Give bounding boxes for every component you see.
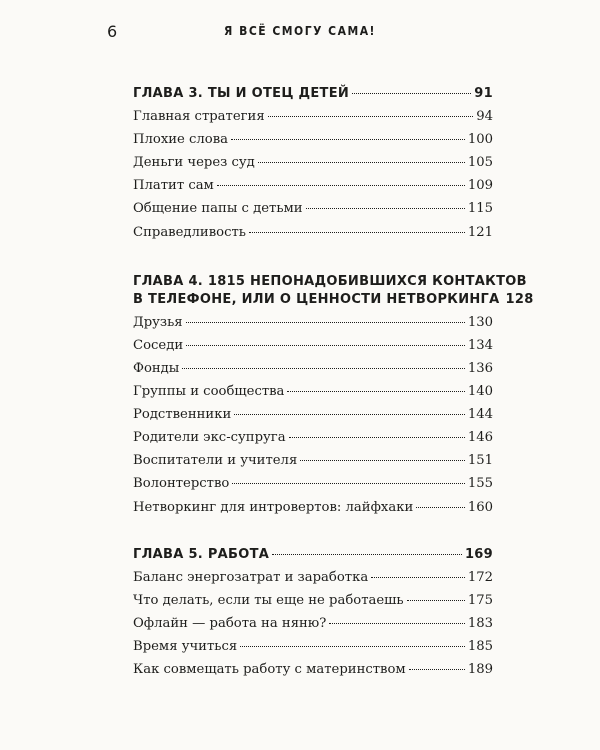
toc-entry[interactable] [133, 616, 493, 639]
chapter-5 [133, 547, 493, 686]
table-of-contents [133, 86, 534, 685]
entry-title: Воспитатели и учителя [133, 453, 298, 469]
page-ref: 121 [467, 224, 493, 240]
entry-title: Друзья [133, 314, 183, 330]
toc-entry[interactable] [133, 315, 493, 338]
page-ref: 134 [467, 337, 493, 353]
leader-dots [287, 391, 464, 392]
page-ref: 175 [467, 592, 493, 608]
entry-title: Плохие слова [133, 132, 229, 148]
entry-title: Группы и сообщества [133, 384, 285, 400]
running-title: Я ВСЁ СМОГУ САМА! [224, 24, 376, 38]
toc-entry[interactable] [133, 407, 493, 430]
page-number: 6 [107, 22, 118, 41]
page-ref: 140 [467, 384, 493, 400]
entry-title: Нетворкинг для интровертов: лайфхаки [133, 499, 414, 515]
entry-title: Время учиться [133, 638, 238, 654]
entry-title: Деньги через суд [133, 155, 255, 171]
chapter-title: ГЛАВА 5. РАБОТА [133, 546, 270, 562]
page-ref: 128 [505, 291, 534, 307]
toc-entry[interactable] [133, 500, 493, 523]
leader-dots [352, 93, 471, 94]
page-ref: 94 [476, 109, 493, 125]
toc-entry[interactable] [133, 430, 493, 453]
page-ref: 151 [467, 453, 493, 469]
page-ref: 172 [467, 569, 493, 585]
toc-entry[interactable] [133, 453, 493, 476]
chapter-heading[interactable] [133, 291, 534, 315]
toc-entry[interactable] [133, 662, 493, 685]
page-ref: 169 [464, 546, 493, 562]
page-header [0, 22, 600, 46]
page-ref: 91 [474, 86, 493, 101]
chapter-heading[interactable] [133, 86, 493, 109]
leader-dots [289, 437, 465, 438]
toc-entry[interactable] [133, 639, 493, 662]
chapter-title-line-2: В ТЕЛЕФОНЕ, ИЛИ О ЦЕННОСТИ НЕТВОРКИНГА [133, 291, 500, 307]
leader-dots [329, 623, 464, 624]
page-ref: 130 [467, 314, 493, 330]
toc-entry[interactable] [133, 109, 493, 132]
page-ref: 105 [467, 155, 493, 171]
entry-title: Фонды [133, 360, 180, 376]
leader-dots [249, 232, 465, 233]
page-ref: 146 [467, 430, 493, 446]
leader-dots [300, 460, 465, 461]
page-ref: 155 [467, 476, 493, 492]
chapter-heading[interactable] [133, 547, 493, 570]
leader-dots [186, 322, 465, 323]
page-ref: 183 [467, 615, 493, 631]
entry-title: Офлайн — работа на няню? [133, 615, 327, 631]
toc-entry[interactable] [133, 225, 493, 248]
toc-entry[interactable] [133, 361, 493, 384]
page-ref: 115 [467, 201, 493, 217]
page-ref: 136 [467, 360, 493, 376]
leader-dots [234, 414, 465, 415]
entry-title: Что делать, если ты еще не работаешь [133, 592, 404, 608]
leader-dots [416, 507, 465, 508]
toc-entry[interactable] [133, 476, 493, 499]
toc-entry[interactable] [133, 570, 493, 593]
leader-dots [407, 600, 465, 601]
chapter-title-line-1[interactable]: ГЛАВА 4. 1815 НЕПОНАДОБИВШИХСЯ КОНТАКТОВ [133, 273, 527, 289]
entry-title: Баланс энергозатрат и заработка [133, 569, 369, 585]
leader-dots [371, 577, 465, 578]
page-ref: 185 [467, 638, 493, 654]
leader-dots [186, 345, 465, 346]
toc-entry[interactable] [133, 155, 493, 178]
page-ref: 109 [467, 178, 493, 194]
toc-entry[interactable] [133, 384, 493, 407]
leader-dots [240, 646, 465, 647]
toc-entry[interactable] [133, 178, 493, 201]
leader-dots [182, 368, 465, 369]
entry-title: Родители экс-супруга [133, 430, 286, 446]
entry-title: Платит сам [133, 178, 214, 194]
toc-entry[interactable] [133, 132, 493, 155]
page-ref: 189 [467, 662, 493, 678]
entry-title: Как совмещать работу с материнством [133, 662, 406, 678]
entry-title: Соседи [133, 337, 184, 353]
leader-dots [409, 669, 465, 670]
leader-dots [232, 483, 465, 484]
entry-title: Волонтерство [133, 476, 230, 492]
toc-entry[interactable] [133, 201, 493, 224]
leader-dots [268, 116, 474, 117]
entry-title: Общение папы с детьми [133, 201, 303, 217]
page-ref: 100 [467, 132, 493, 148]
chapter-4 [133, 272, 534, 523]
toc-entry[interactable] [133, 593, 493, 616]
page-ref: 144 [467, 407, 493, 423]
entry-title: Родственники [133, 407, 232, 423]
leader-dots [258, 162, 465, 163]
toc-entry[interactable] [133, 338, 493, 361]
chapter-3 [133, 86, 493, 248]
leader-dots [217, 185, 465, 186]
entry-title: Главная стратегия [133, 109, 265, 125]
entry-title: Справедливость [133, 224, 246, 240]
leader-dots [231, 139, 465, 140]
page-ref: 160 [467, 499, 493, 515]
leader-dots [272, 554, 462, 555]
leader-dots [306, 208, 465, 209]
chapter-title: ГЛАВА 3. ТЫ И ОТЕЦ ДЕТЕЙ [133, 86, 350, 101]
